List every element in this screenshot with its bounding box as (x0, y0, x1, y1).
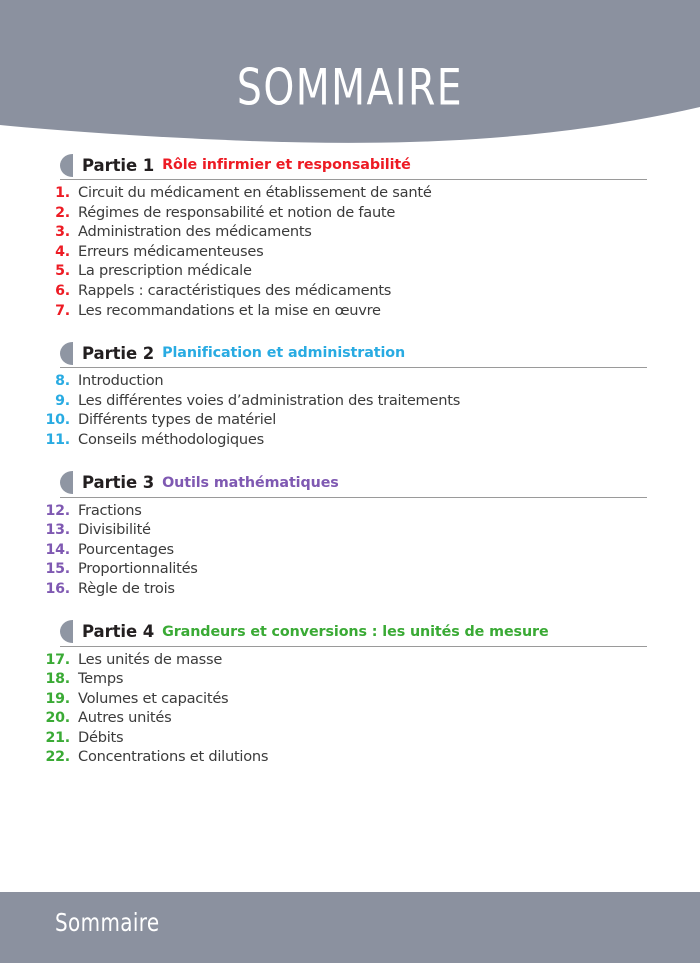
parts-container (0, 152, 700, 787)
part-subtitle: Planification et administration (162, 345, 406, 362)
toc-entry[interactable] (0, 302, 700, 322)
part-item-list (0, 651, 700, 769)
toc-entry-number: 18. (45, 671, 70, 688)
toc-entry[interactable] (0, 243, 700, 263)
toc-entry-number: 3. (55, 224, 70, 241)
toc-entry[interactable] (0, 560, 700, 580)
part-heading[interactable] (60, 470, 645, 496)
toc-entry-number: 4. (55, 243, 70, 260)
toc-entry-number: 21. (45, 729, 70, 746)
part-divider (60, 497, 647, 498)
toc-entry[interactable] (0, 392, 700, 412)
toc-entry-title: Proportionnalités (78, 560, 198, 578)
toc-content (0, 152, 700, 787)
part-spacer (0, 600, 700, 619)
bookmark-marker-icon (60, 620, 73, 643)
toc-entry-number: 15. (45, 561, 70, 578)
toc-entry-title: Divisibilité (78, 521, 151, 539)
toc-entry-number: 16. (45, 580, 70, 597)
toc-entry-number: 10. (45, 412, 70, 429)
toc-entry[interactable] (0, 729, 700, 749)
bookmark-marker-icon (60, 154, 73, 177)
part-divider (60, 179, 647, 180)
part-heading[interactable] (60, 619, 645, 645)
toc-entry[interactable] (0, 223, 700, 243)
toc-entry[interactable] (0, 372, 700, 392)
toc-entry[interactable] (0, 521, 700, 541)
toc-entry-number: 19. (45, 690, 70, 707)
toc-entry-title: Concentrations et dilutions (78, 748, 269, 766)
toc-entry-title: Conseils méthodologiques (78, 430, 264, 448)
toc-entry-number: 6. (55, 282, 70, 299)
part-subtitle: Outils mathématiques (162, 474, 339, 491)
part-divider (60, 367, 647, 368)
toc-entry[interactable] (0, 502, 700, 522)
part-section (0, 152, 700, 340)
toc-entry[interactable] (0, 690, 700, 710)
part-subtitle: Rôle infirmier et responsabilité (162, 157, 411, 173)
page-footer (0, 892, 700, 963)
part-section (0, 470, 700, 619)
part-label: Partie 2 (82, 343, 155, 363)
part-spacer (0, 768, 700, 787)
part-subtitle: Grandeurs et conversions : les unités de mesure (162, 623, 549, 640)
part-divider (60, 646, 647, 647)
toc-entry-title: Règle de trois (78, 579, 175, 597)
toc-entry[interactable] (0, 431, 700, 451)
toc-entry[interactable] (0, 709, 700, 729)
toc-entry[interactable] (0, 748, 700, 768)
toc-entry-number: 12. (45, 502, 70, 519)
toc-entry-title: Les unités de masse (78, 650, 223, 668)
toc-entry-number: 1. (55, 185, 70, 201)
toc-entry-title: Circuit du médicament en établissement de santé (78, 184, 432, 201)
page-title: SOMMAIRE (236, 58, 464, 117)
part-section (0, 619, 700, 788)
part-label: Partie 4 (82, 622, 155, 641)
toc-entry-title: La prescription médicale (78, 262, 252, 280)
toc-entry-number: 14. (45, 541, 70, 558)
part-heading[interactable] (60, 340, 645, 366)
toc-entry[interactable] (0, 184, 700, 204)
toc-entry[interactable] (0, 282, 700, 302)
toc-entry[interactable] (0, 411, 700, 431)
toc-entry-title: Autres unités (78, 709, 172, 727)
toc-entry-number: 9. (55, 392, 70, 409)
toc-entry-number: 5. (55, 263, 70, 280)
toc-entry-number: 11. (45, 431, 70, 448)
part-item-list (0, 372, 700, 450)
toc-entry-number: 7. (55, 302, 70, 319)
part-label: Partie 3 (82, 473, 155, 493)
toc-entry-title: Erreurs médicamenteuses (78, 242, 264, 260)
toc-entry-title: Différents types de matériel (78, 411, 277, 429)
toc-entry-number: 22. (45, 749, 70, 766)
toc-entry-number: 8. (55, 373, 70, 390)
footer-title: Sommaire (55, 908, 160, 937)
toc-entry-title: Les différentes voies d’administration des traitements (78, 391, 461, 409)
bookmark-marker-icon (60, 342, 73, 365)
part-label: Partie 1 (82, 155, 155, 175)
toc-entry-title: Administration des médicaments (78, 223, 312, 241)
toc-entry-number: 13. (45, 522, 70, 539)
toc-entry[interactable] (0, 651, 700, 671)
toc-entry[interactable] (0, 204, 700, 224)
part-spacer (0, 321, 700, 340)
toc-entry-number: 2. (55, 204, 70, 221)
bookmark-marker-icon (60, 471, 73, 494)
toc-entry-title: Débits (78, 728, 124, 746)
toc-entry-number: 20. (45, 710, 70, 727)
toc-entry-title: Volumes et capacités (78, 689, 229, 707)
toc-entry-title: Introduction (78, 372, 164, 390)
part-heading[interactable] (60, 152, 645, 178)
part-section (0, 340, 700, 469)
part-item-list (0, 502, 700, 600)
toc-entry-title: Régimes de responsabilité et notion de faute (78, 203, 396, 221)
toc-entry[interactable] (0, 670, 700, 690)
toc-entry-number: 17. (45, 651, 70, 668)
toc-entry[interactable] (0, 541, 700, 561)
toc-entry-title: Les recommandations et la mise en œuvre (78, 301, 381, 319)
part-spacer (0, 451, 700, 470)
toc-entry-title: Temps (78, 670, 124, 688)
toc-entry-title: Pourcentages (78, 540, 174, 558)
toc-entry[interactable] (0, 580, 700, 600)
toc-entry-title: Rappels : caractéristiques des médicaments (78, 281, 392, 299)
toc-entry[interactable] (0, 262, 700, 282)
toc-entry-title: Fractions (78, 501, 142, 519)
part-item-list (0, 184, 700, 321)
page-header (0, 0, 700, 150)
